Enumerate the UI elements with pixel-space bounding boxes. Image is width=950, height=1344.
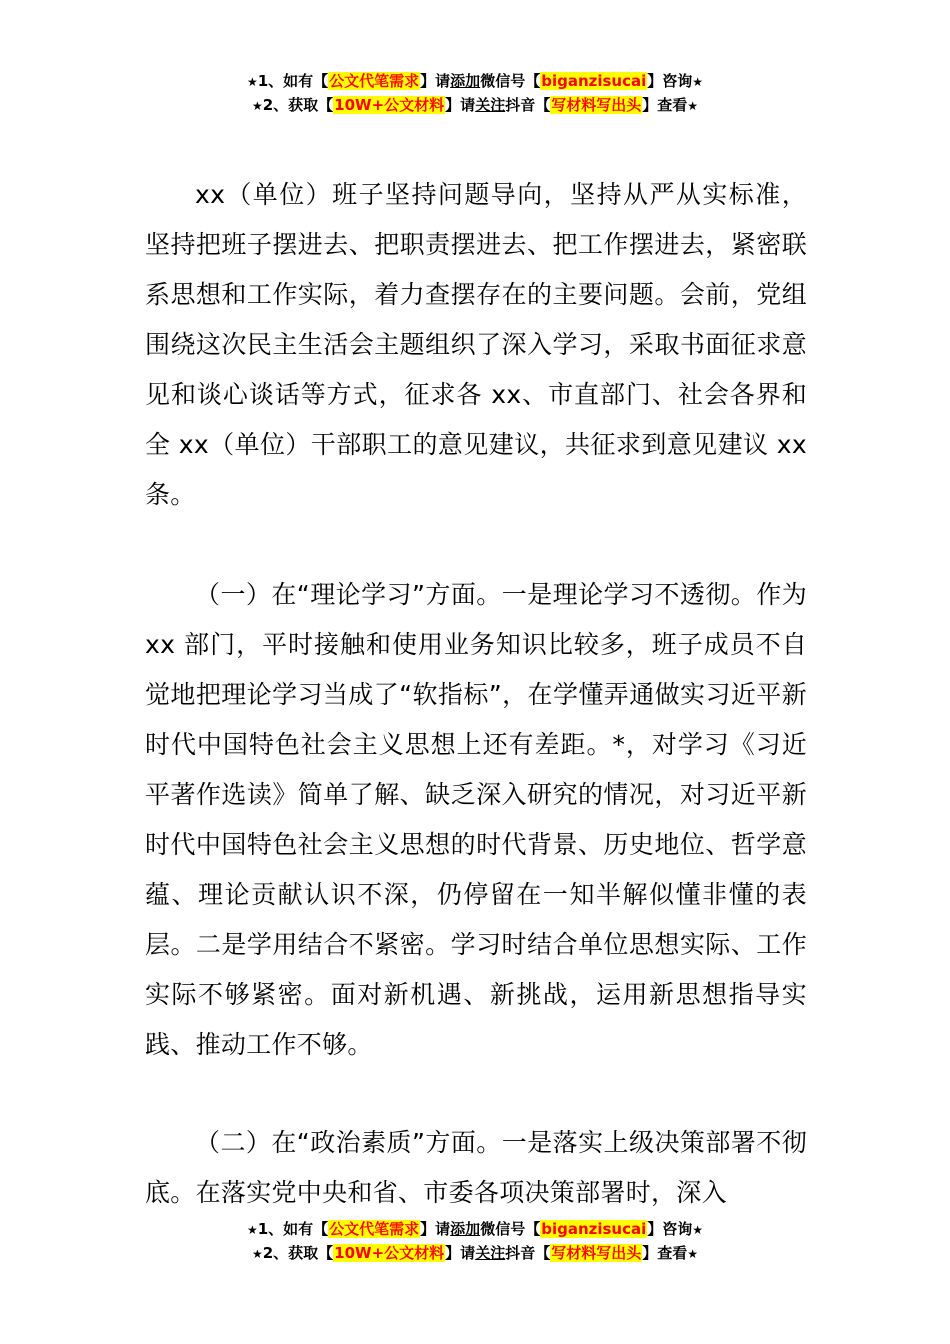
banner-text: 】咨询 bbox=[647, 1220, 693, 1238]
banner-text: 抖音【 bbox=[505, 1244, 551, 1262]
banner-text: 】请 bbox=[445, 1244, 476, 1262]
star-icon: ★ bbox=[692, 75, 704, 89]
banner-text: 1、如有【 bbox=[257, 1220, 329, 1238]
star-icon: ★ bbox=[692, 1223, 704, 1237]
banner-line-1 bbox=[0, 70, 950, 94]
footer-banner bbox=[0, 1218, 950, 1266]
star-icon: ★ bbox=[251, 1247, 263, 1261]
highlight-text: biganzisucai bbox=[541, 72, 647, 90]
underlined-text: 关注 bbox=[475, 96, 506, 114]
banner-text: 】请 bbox=[420, 72, 451, 90]
highlight-text: 写材料写出头 bbox=[551, 1244, 642, 1262]
banner-text: 】请 bbox=[445, 96, 476, 114]
banner-text: 】咨询 bbox=[647, 72, 693, 90]
banner-text: 2、获取【 bbox=[262, 1244, 334, 1262]
banner-text: 微信号【 bbox=[480, 72, 541, 90]
banner-text: 】查看 bbox=[642, 1244, 688, 1262]
banner-text: 抖音【 bbox=[505, 96, 551, 114]
banner-text: 2、获取【 bbox=[262, 96, 334, 114]
banner-line-2 bbox=[0, 94, 950, 118]
header-banner bbox=[0, 70, 950, 118]
banner-text: 】查看 bbox=[642, 96, 688, 114]
paragraph-theory-study: （一）在“理论学习”方面。一是理论学习不透彻。作为 xx 部门，平时接触和使用业务知识比较多，班子成员不自觉地把理论学习当成了“软指标”，在学懂弄通做实习近平新时代中国特色社会主义思想上还有差距。*，对学习《习近平著作选读》简单了解、缺乏深入研究的情况，对习近平新时代中国特色社会主义思想的时代背景、历史地位、哲学意蕴、理论贡献认识不深，仍停留在一知半解似懂非懂的表层。二是学用结合不紧密。学习时结合单位思想实际、工作实际不够紧密。面对新机遇、新挑战，运用新思想指导实践、推动工作不够。 bbox=[145, 580, 807, 1059]
highlight-text: 公文代笔需求 bbox=[329, 72, 420, 90]
underlined-text: 关注 bbox=[475, 1244, 506, 1262]
highlight-text: biganzisucai bbox=[541, 1220, 647, 1238]
underlined-text: 添加 bbox=[450, 1220, 481, 1238]
banner-line-2 bbox=[0, 1242, 950, 1266]
banner-text: 1、如有【 bbox=[257, 72, 329, 90]
highlight-text: 写材料写出头 bbox=[551, 96, 642, 114]
banner-line-1 bbox=[0, 1218, 950, 1242]
underlined-text: 添加 bbox=[450, 72, 481, 90]
star-icon: ★ bbox=[246, 1223, 258, 1237]
star-icon: ★ bbox=[246, 75, 258, 89]
star-icon: ★ bbox=[687, 1247, 699, 1261]
highlight-text: 10W+公文材料 bbox=[334, 96, 445, 114]
paragraph-political-quality: （二）在“政治素质”方面。一是落实上级决策部署不彻底。在落实党中央和省、市委各项决策部署时，深入 bbox=[145, 1128, 807, 1207]
banner-text: 微信号【 bbox=[480, 1220, 541, 1238]
banner-text: 】请 bbox=[420, 1220, 451, 1238]
highlight-text: 公文代笔需求 bbox=[329, 1220, 420, 1238]
star-icon: ★ bbox=[687, 99, 699, 113]
highlight-text: 10W+公文材料 bbox=[334, 1244, 445, 1262]
paragraph-intro: xx（单位）班子坚持问题导向，坚持从严从实标准，坚持把班子摆进去、把职责摆进去、把工作摆进去，紧密联系思想和工作实际，着力查摆存在的主要问题。会前，党组围绕这次民主生活会主题组织了深入学习，采取书面征求意见和谈心谈话等方式，征求各 xx、市直部门、社会各界和全 xx（单位）干部职工的意见建议，共征求到意见建议 xx 条。 bbox=[145, 180, 807, 509]
star-icon: ★ bbox=[251, 99, 263, 113]
